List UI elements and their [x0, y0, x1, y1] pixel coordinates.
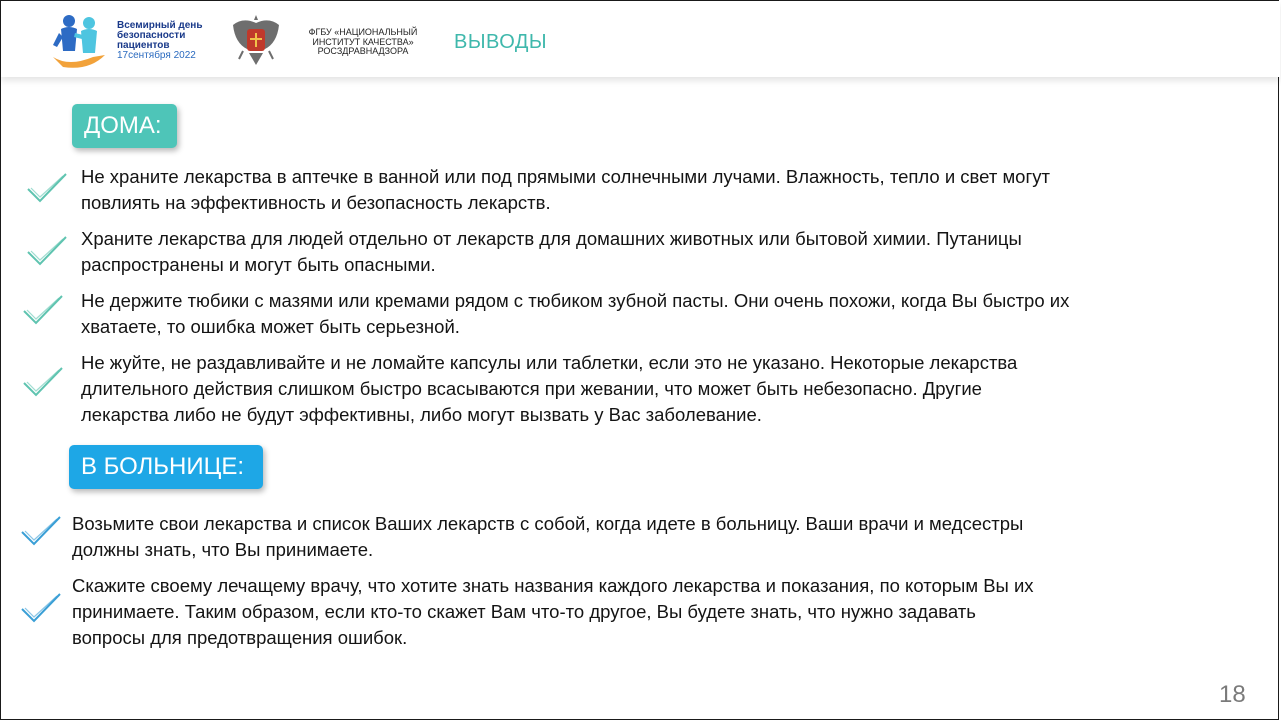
- list-item-hospital-2: [72, 573, 1034, 651]
- item-line: принимаете. Таким образом, если кто-то скажет Вам что-то другое, Вы будете знать, что нужно задавать: [72, 601, 976, 622]
- header-bar: [1, 1, 1280, 77]
- item-line: Скажите своему лечащему врачу, что хотите знать названия каждого лекарства и показания, по которым Вы их: [72, 575, 1034, 596]
- page-title: ВЫВОДЫ: [454, 31, 548, 53]
- patient-day-line-2: безопасности: [117, 30, 186, 41]
- list-item-home-1: [81, 164, 1050, 216]
- section-badge-hospital: В БОЛЬНИЦЕ:: [69, 445, 263, 489]
- item-line: Не жуйте, не раздавливайте и не ломайте капсулы или таблетки, если это не указано. Некоторые лекарства: [81, 352, 1018, 373]
- slide-number: 18: [1219, 681, 1246, 708]
- check-icon: [19, 514, 63, 548]
- patient-day-line-1: Всемирный день: [117, 20, 203, 31]
- list-item-home-4: [81, 350, 1017, 428]
- item-line: Храните лекарства для людей отдельно от лекарств для домашних животных или бытовой химии. Путаницы: [81, 228, 1022, 249]
- check-icon: [25, 171, 69, 205]
- list-item-hospital-1: [72, 511, 1023, 563]
- institute-line-2: ИНСТИТУТ КАЧЕСТВА»: [312, 36, 414, 47]
- check-icon: [25, 234, 69, 268]
- item-line: Не держите тюбики с мазями или кремами рядом с тюбиком зубной пасты. Они очень похожи, когда Вы быстро их: [81, 290, 1070, 311]
- item-line: длительного действия слишком быстро всасываются при жевании, что может быть небезопасно. Другие: [81, 378, 982, 399]
- check-icon: [19, 591, 63, 625]
- check-icon: [21, 365, 65, 399]
- item-line: хватаете, то ошибка может быть серьезной.: [81, 316, 460, 337]
- list-item-home-2: [81, 226, 1022, 278]
- check-icon: [21, 293, 65, 327]
- item-line: должны знать, что Вы принимаете.: [72, 539, 374, 560]
- item-line: вопросы для предотвращения ошибок.: [72, 627, 408, 648]
- item-line: лекарства либо не будут эффективны, либо могут вызвать у Вас заболевание.: [81, 404, 762, 425]
- item-line: повлиять на эффективность и безопасность лекарств.: [81, 192, 551, 213]
- item-line: распространены и могут быть опасными.: [81, 254, 436, 275]
- item-line: Возьмите свои лекарства и список Ваших лекарств с собой, когда идете в больницу. Ваши врачи и медсестры: [72, 513, 1024, 534]
- institute-line-3: РОСЗДРАВНАДЗОРА: [317, 46, 409, 56]
- section-badge-home: ДОМА:: [72, 104, 177, 148]
- institute-line-1: ФГБУ «НАЦИОНАЛЬНЫЙ: [308, 27, 418, 37]
- list-item-home-3: [81, 288, 1069, 340]
- patients-logo-icon: [49, 13, 109, 69]
- patient-day-date: 17сентября 2022: [117, 50, 196, 61]
- patient-day-line-3: пациентов: [117, 40, 170, 51]
- patient-safety-day-label: [117, 21, 227, 61]
- institute-label: [295, 28, 431, 57]
- emblem-icon: [229, 13, 283, 69]
- item-line: Не храните лекарства в аптечке в ванной или под прямыми солнечными лучами. Влажность, тепло и свет могут: [81, 166, 1050, 187]
